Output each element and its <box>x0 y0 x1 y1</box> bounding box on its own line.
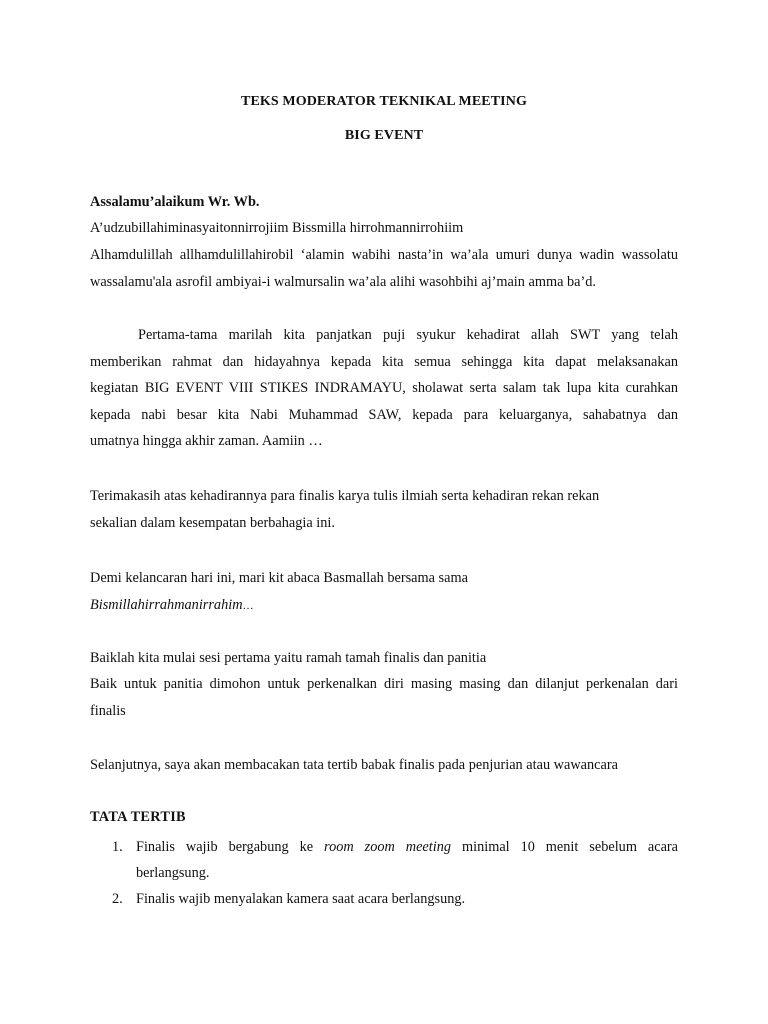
ellipsis: … <box>242 600 254 612</box>
opening-line: wassalamu'ala asrofil ambiyai-i walmursalin wa’ala alihi wasohbihi aj’main amma ba’d. <box>90 274 596 290</box>
document-title: TEKS MODERATOR TEKNIKAL MEETING <box>241 94 527 109</box>
document-subtitle: BIG EVENT <box>344 128 424 143</box>
rule-number: 1. <box>112 839 123 855</box>
rules-title: TATA TERTIB <box>90 809 186 825</box>
greeting: Assalamu’alaikum Wr. Wb. <box>90 194 260 210</box>
opening-line: A’udzubillahiminasyaitonnirrojiim Bissmilla hirrohmannirrohiim <box>90 220 464 236</box>
session-line: Baik untuk panitia dimohon untuk perkenalkan diri masing masing dan dilanjut perkenalan dari <box>90 676 678 692</box>
paragraph-line: memberikan rahmat dan hidayahnya kepada kita semua sehingga kita dapat melaksanakan <box>90 353 678 370</box>
paragraph-line: Terimakasih atas kehadirannya para finalis karya tulis ilmiah serta kehadiran rekan rekan <box>90 488 600 504</box>
paragraph-line: sekalian dalam kesempatan berbahagia ini. <box>90 514 335 531</box>
opening-line: Alhamdulillah allhamdulillahirobil ‘alamin wabihi nasta’in wa’ala umuri dunya wadin wassolatu <box>90 247 678 263</box>
paragraph-line: kegiatan BIG EVENT VIII STIKES INDRAMAYU, sholawat serta salam tak lupa kita curahkan <box>90 380 678 396</box>
session-line: finalis <box>90 703 126 719</box>
rule-number: 2. <box>112 891 123 907</box>
basmallah-text: Bismillahirrahmanirrahim <box>90 597 243 613</box>
rule-line: Finalis wajib bergabung ke room zoom meeting minimal 10 menit sebelum acara <box>136 839 679 855</box>
rule-line: Finalis wajib menyalakan kamera saat acara berlangsung. <box>136 891 466 907</box>
basmallah-intro: Demi kelancaran hari ini, mari kit abaca Basmallah bersama sama <box>90 570 468 586</box>
rule-line: berlangsung. <box>136 865 210 881</box>
rule-item <box>90 834 678 886</box>
session-line: Baiklah kita mulai sesi pertama yaitu ramah tamah finalis dan panitia <box>90 650 487 666</box>
paragraph-thanks <box>90 483 678 536</box>
paragraph-line: umatnya hingga akhir zaman. Aamiin … <box>90 433 323 449</box>
paragraph-line: Pertama-tama marilah kita panjatkan puji syukur kehadirat allah SWT yang telah <box>138 327 678 343</box>
rules-intro: Selanjutnya, saya akan membacakan tata tertib babak finalis pada penjurian atau wawancara <box>90 757 618 773</box>
paragraph-intro <box>90 322 678 455</box>
paragraph-line: kepada nabi besar kita Nabi Muhammad SAW, kepada para keluarganya, sahabatnya dan <box>90 406 678 423</box>
basmallah-line <box>90 597 254 614</box>
rule-item <box>90 886 678 912</box>
rules-list <box>90 834 678 912</box>
